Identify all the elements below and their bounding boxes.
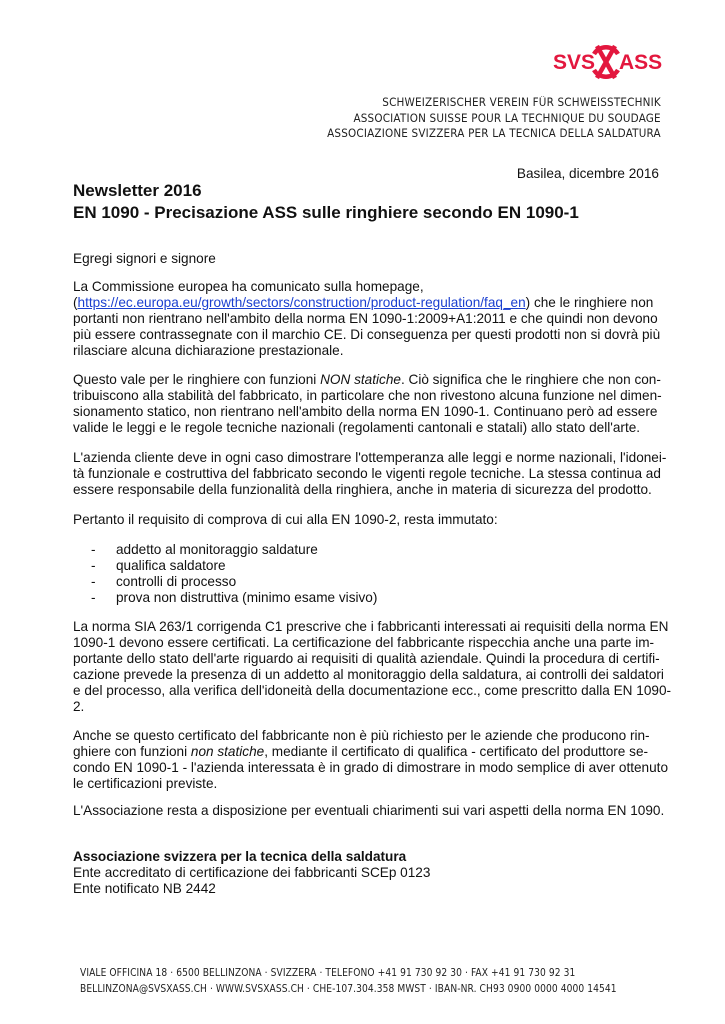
text-line [73,450,666,466]
footer-contact [80,965,617,997]
text-line [73,619,671,635]
text-segment: , mediante il certificato di qualifica - certificato del produttore se- [264,744,649,759]
text-line [73,776,668,792]
text-segment: Pertanto il requisito di comprova di cui alla EN 1090-2, resta immutato: [73,512,498,527]
text-line [73,327,660,343]
text-segment: ( [73,295,78,310]
footer-web-bank: BELLINZONA@SVSXASS.CH · WWW.SVSXASS.CH · CHE-107.304.358 MWST · IBAN-NR. CH93 0900 0000 4000 14541 [80,983,617,995]
text-line [73,372,662,388]
text-segment: 2. [73,699,85,714]
list-item [73,574,377,590]
text-line [73,699,671,715]
greeting: Egregi signori e signore [73,251,216,266]
text-segment: cazione prevede la presenza di un addetto al monitoraggio della saldatura, ai controlli dei saldatori [73,667,664,682]
text-segment: L'azienda cliente deve in ogni caso dimostrare l'ottemperanza alle leggi e norme nazionali, l'idonei- [73,450,667,465]
text-segment: e del processo, alla verifica dell'idoneità della documentazione ecc., come prescritto dalla EN 1090- [73,683,672,698]
text-segment: 1090-1 devono essere certificati. La certificazione del fabbricante rispecchia anche una parte im- [73,635,655,650]
paragraph-requirement [73,512,498,528]
text-segment: tribuiscono alla stabilità del fabbricato, in particolare che non rivestono alcuna funzione nel dimen- [73,388,662,403]
org-name-fr: ASSOCIATION SUISSE POUR LA TECHNIQUE DU SOUDAGE [353,111,661,125]
signature-name: Associazione svizzera per la tecnica della saldatura [73,849,407,864]
faq-link[interactable]: https://ec.europa.eu/growth/sectors/construction/product-regulation/faq_en [77,295,526,310]
footer-address: VIALE OFFICINA 18 · 6500 BELLINZONA · SVIZZERA · TELEFONO +41 91 730 92 30 · FAX +41 91 730 92 31 [80,967,576,979]
text-segment: valide le leggi e le regole tecniche nazionali (regolamenti cantonali e statali) allo stato dell'arte. [73,420,641,435]
text-line [73,760,668,776]
list-item [73,590,377,606]
text-segment: ghiere con funzioni [73,744,191,759]
list-item-text: controlli di processo [116,574,237,589]
text-segment: . Ciò significa che le ringhiere che non con- [400,372,661,387]
svsxass-logo [553,42,665,82]
signature-block [73,849,430,897]
text-line [73,744,668,760]
text-segment: L'Associazione resta a disposizione per eventuali chiarimenti sui vari aspetti della norma EN 1090. [73,803,665,818]
text-line [73,635,671,651]
signature-line: Ente accreditato di certificazione dei fabbricanti SCEp 0123 [73,865,431,880]
text-segment: portante dello stato dell'arte riguardo ai requisiti di qualità aziendale. Quindi la procedura di certifi- [73,651,660,666]
list-bullet: - [91,542,96,557]
text-segment: ) che le ringhiere non [525,295,654,310]
list-item [73,558,377,574]
letter-date: Basilea, dicembre 2016 [516,166,659,181]
svg-text:SVS: SVS [553,51,596,74]
text-line [73,343,660,359]
list-item [73,542,377,558]
paragraph-non-static [73,372,662,436]
text-line [73,512,498,528]
list-item-text: prova non distruttiva (minimo esame visivo) [116,590,378,605]
list-bullet: - [91,574,96,589]
text-line [73,482,666,498]
requirements-list [73,542,377,606]
text-segment: rilasciare alcuna dichiarazione prestazionale. [73,343,344,358]
text-segment: più essere contrassegnate con il marchio CE. Di conseguenza per questi prodotti non si dovrà più [73,327,661,342]
emphasis-text: NON statiche [320,372,401,387]
list-bullet: - [91,558,96,573]
text-line [73,683,671,699]
paragraph-closing [73,803,664,819]
org-name-it: ASSOCIAZIONE SVIZZERA PER LA TECNICA DELLA SALDATURA [327,127,661,140]
paragraph-commission [73,279,660,359]
text-segment: La norma SIA 263/1 corrigenda C1 prescrive che i fabbricanti interessati ai requisiti della norma EN [73,619,669,634]
newsletter-title [73,180,579,224]
svg-text:ASS: ASS [619,51,663,74]
list-item-text: addetto al monitoraggio saldature [116,542,318,557]
organization-names [327,95,661,142]
text-line [73,311,660,327]
list-bullet: - [91,590,96,605]
text-segment: condo EN 1090-1 - l'azienda interessata è in grado di dimostrare in modo semplice di aver ottenuto [73,760,669,775]
signature-line: Ente notificato NB 2442 [73,881,216,896]
paragraph-sia-norm [73,619,671,715]
text-line [73,466,666,482]
text-segment: sionamento statico, non rientrano nell'ambito della norma EN 1090-1. Continuano però ad essere [73,404,658,419]
text-line [73,667,671,683]
text-segment: essere responsabile della funzionalità della ringhiera, anche in materia di sicurezza del prodotto. [73,482,652,497]
text-segment: Questo vale per le ringhiere con funzioni [73,372,321,387]
emphasis-text: non statiche [190,744,265,759]
text-segment: La Commissione europea ha comunicato sulla homepage, [73,279,424,294]
text-line [73,803,664,819]
text-line [73,404,662,420]
title-line-2: EN 1090 - Precisazione ASS sulle ringhiere secondo EN 1090-1 [73,203,579,222]
text-line [73,728,668,744]
text-line [73,295,660,311]
text-segment: portanti non rientrano nell'ambito della norma EN 1090-1:2009+A1:2011 e che quindi non devono [73,311,658,326]
text-line [73,279,660,295]
list-item-text: qualifica saldatore [116,558,226,573]
text-line [73,420,662,436]
text-segment: tà funzionale e costruttiva del fabbricato secondo le vigenti regole tecniche. La stessa continua ad [73,466,661,481]
paragraph-certificate [73,728,668,792]
text-segment: Anche se questo certificato del fabbricante non è più richiesto per le aziende che producono rin- [73,728,650,743]
paragraph-client-duty [73,450,666,498]
text-segment: le certificazioni previste. [73,776,218,791]
title-line-1: Newsletter 2016 [73,181,202,200]
text-line [73,651,671,667]
org-name-de: SCHWEIZERISCHER VEREIN FÜR SCHWEISSTECHNIK [382,96,661,109]
text-line [73,388,662,404]
